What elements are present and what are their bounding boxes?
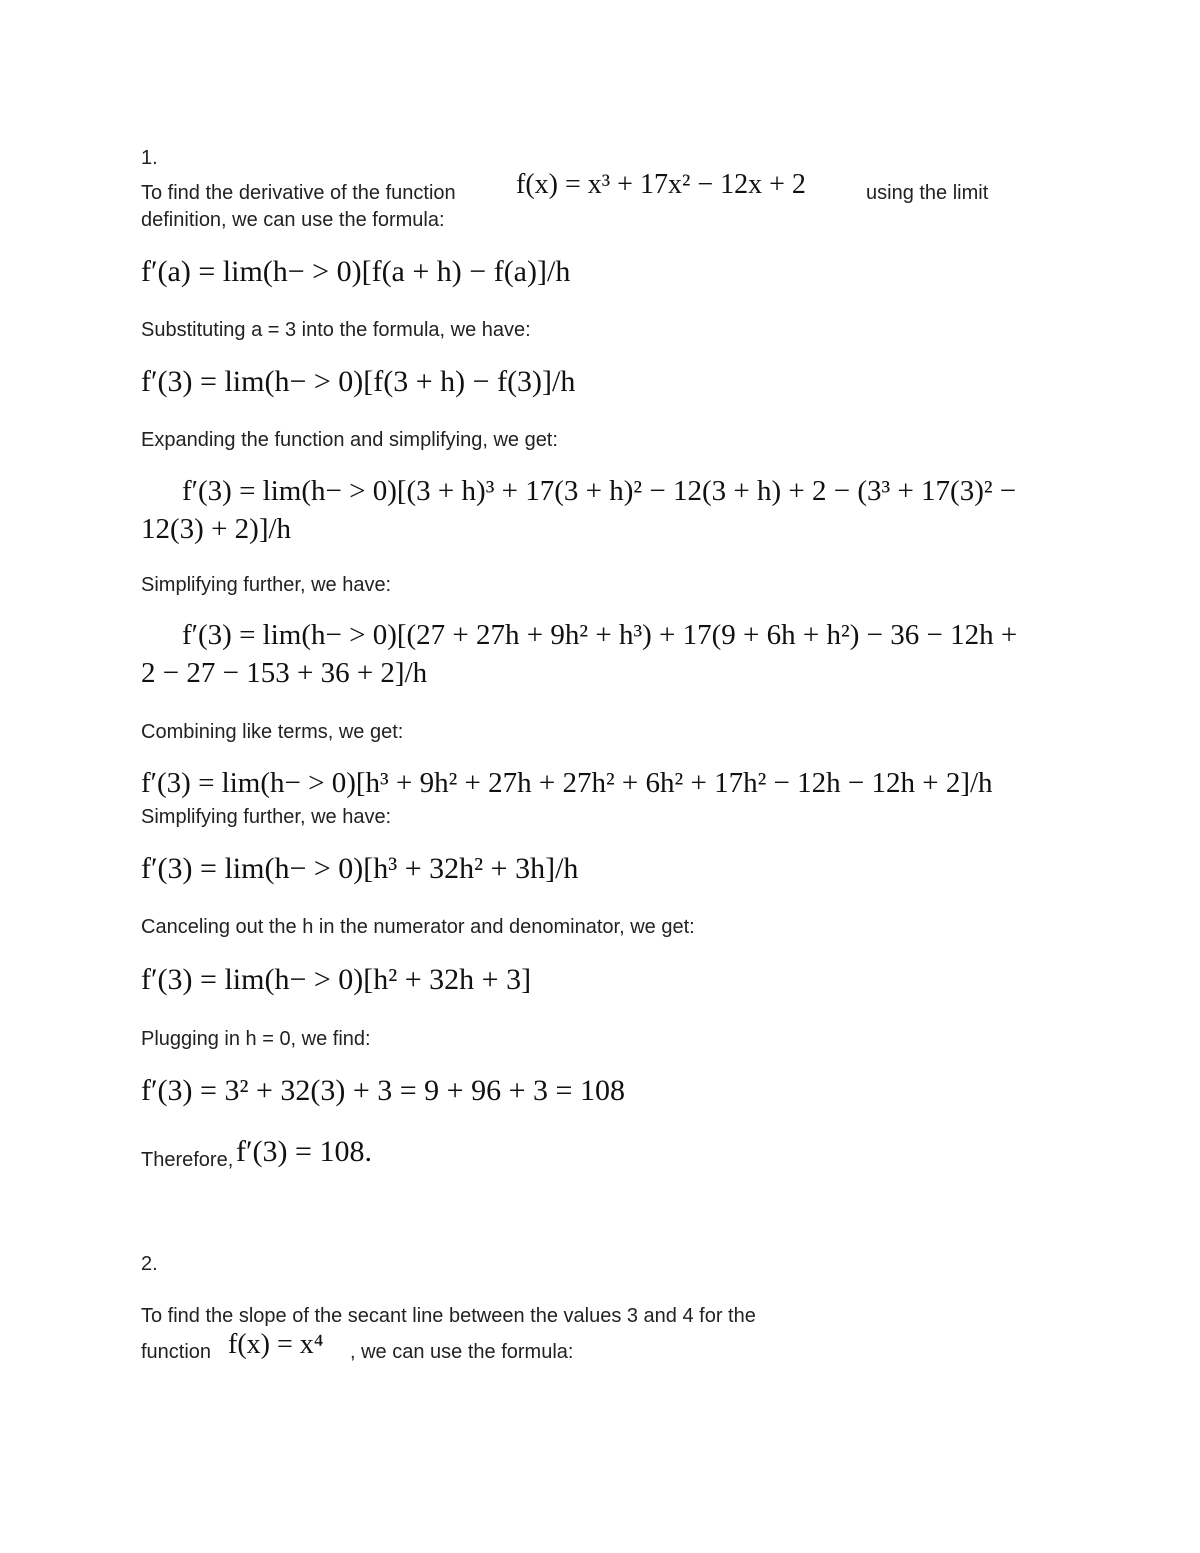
expanded-formula-line-1: f′(3) = lim(h− > 0)[(3 + h)³ + 17(3 + h)² − 12(3 + h) + 2 − (3³ + 17(3)² − xyxy=(182,475,1017,507)
problem-1-intro-text-end: using the limit xyxy=(866,182,989,204)
evaluated-formula: f′(3) = 3² + 32(3) + 3 = 9 + 96 + 3 = 108 xyxy=(141,1074,625,1107)
plugging-text: Plugging in h = 0, we find: xyxy=(141,1028,371,1050)
canceled-formula: f′(3) = lim(h− > 0)[h² + 32h + 3] xyxy=(141,963,532,996)
simplified-formula-2: f′(3) = lim(h− > 0)[h³ + 32h² + 3h]/h xyxy=(141,852,579,885)
combined-formula: f′(3) = lim(h− > 0)[h³ + 9h² + 27h + 27h² + 6h² + 17h² − 12h − 12h + 2]/h xyxy=(141,767,993,799)
expanding-text: Expanding the function and simplifying, we get: xyxy=(141,429,558,451)
problem-2-function-label: function xyxy=(141,1341,212,1363)
canceling-text: Canceling out the h in the numerator and denominator, we get: xyxy=(141,916,695,938)
problem-2-function-formula: f(x) = x⁴ xyxy=(228,1329,324,1360)
final-answer-formula: f′(3) = 108. xyxy=(236,1135,372,1168)
problem-1-intro-text-line2: definition, we can use the formula: xyxy=(141,209,445,231)
combining-text: Combining like terms, we get: xyxy=(141,721,404,743)
function-formula: f(x) = x³ + 17x² − 12x + 2 xyxy=(516,169,806,200)
problem-1-number: 1. xyxy=(141,147,158,169)
expanded-formula-line-2: 12(3) + 2)]/h xyxy=(141,513,292,545)
limit-definition-formula: f′(a) = lim(h− > 0)[f(a + h) − f(a)]/h xyxy=(141,255,571,288)
simplified-formula-line-2: 2 − 27 − 153 + 36 + 2]/h xyxy=(141,657,428,689)
substitution-text: Substituting a = 3 into the formula, we have: xyxy=(141,319,531,341)
problem-2-intro-text-end: , we can use the formula: xyxy=(350,1341,574,1363)
problem-2-number: 2. xyxy=(141,1253,158,1275)
problem-1-intro-text: To find the derivative of the function xyxy=(141,182,456,204)
simplified-formula-line-1: f′(3) = lim(h− > 0)[(27 + 27h + 9h² + h³) + 17(9 + 6h + h²) − 36 − 12h + xyxy=(182,619,1018,651)
therefore-text: Therefore, xyxy=(141,1149,234,1171)
problem-2-intro-text: To find the slope of the secant line between the values 3 and 4 for the xyxy=(141,1305,756,1327)
simplifying-text-2: Simplifying further, we have: xyxy=(141,806,392,828)
simplifying-text: Simplifying further, we have: xyxy=(141,574,392,596)
substituted-formula: f′(3) = lim(h− > 0)[f(3 + h) − f(3)]/h xyxy=(141,365,576,398)
